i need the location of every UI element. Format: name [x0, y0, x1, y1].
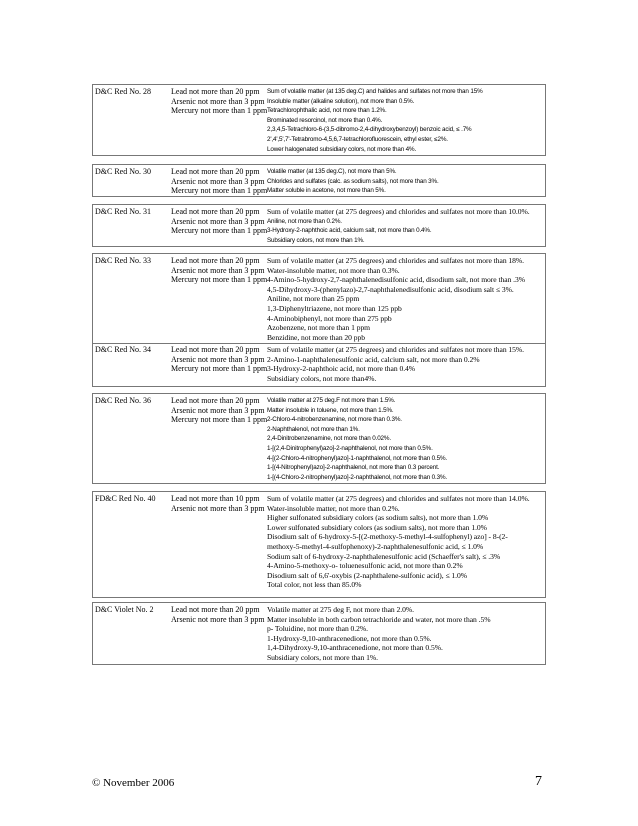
spec-line: Aniline, not more than 0.2%. [267, 217, 342, 225]
spec-line: 4,5-Dihydroxy-3-(phenylazo)-2,7-naphthalenedisulfonic acid, disodium salt ≤ 3%. [267, 284, 514, 294]
spec-list [267, 345, 524, 383]
metal-limits [171, 87, 267, 116]
arsenic-limit: Arsenic not more than 3 ppm [171, 503, 265, 513]
spec-line: 2,3,4,5-Tetrachloro-6-(3,5-dibromo-2,4-dihydroxybenzoyl) benzoic acid, ≤ .7% [267, 126, 472, 134]
spec-line: Disodium salt of 6-hydroxy-5-[(2-methoxy-5-methyl-4-sulfophenyl) azo] - 8-(2- [267, 532, 508, 542]
color-name: D&C Red No. 33 [95, 256, 151, 265]
spec-list [267, 605, 491, 663]
spec-line: Sum of volatile matter (at 275 degrees) and chlorides and sulfates not more than 10.0%. [267, 207, 530, 216]
spec-line: Matter insoluble in both carbon tetrachloride and water, not more than .5% [267, 614, 491, 624]
entry-red-28 [92, 84, 546, 156]
metal-limits [171, 256, 267, 285]
entry-red-31 [92, 204, 546, 247]
metal-limits [171, 207, 267, 236]
color-name: D&C Red No. 28 [95, 87, 151, 96]
spec-line: Matter soluble in acetone, not more than 5%. [267, 187, 386, 195]
arsenic-limit: Arsenic not more than 3 ppm [171, 614, 265, 624]
arsenic-limit: Arsenic not more than 3 ppm [171, 96, 265, 106]
entry-violet-2 [92, 602, 546, 665]
spec-line: Total color, not less than 85.0% [267, 580, 362, 590]
color-name: D&C Red No. 36 [95, 396, 151, 405]
spec-line: Water-insoluble matter, not more than 0.3%. [267, 265, 400, 275]
spec-line: 1-[(4-Nitrophenyl)azo]-2-naphthalenol, not more than 0.3 percent. [267, 464, 440, 472]
arsenic-limit: Arsenic not more than 3 ppm [171, 354, 265, 364]
spec-line: Sum of volatile matter (at 275 degrees) and chlorides and sulfates not more than 15%. [267, 345, 525, 354]
color-name: D&C Red No. 30 [95, 167, 151, 176]
spec-line: 2,4-Dinitrobenzenamine, not more than 0.02%. [267, 435, 391, 443]
spec-line: Volatile matter (at 135 deg.C), not more than 5%. [267, 168, 397, 175]
spec-line: Higher sulfonated subsidiary colors (as sodium salts), not more than 1.0% [267, 513, 489, 523]
spec-line: 4-Amino-5-hydroxy-2,7-naphthalenedisulfonic acid, disodium salt, not more than .3% [267, 275, 526, 285]
spec-line: Subsidiary colors, not more than 1%. [267, 652, 379, 662]
lead-limit: Lead not more than 20 ppm [171, 256, 260, 265]
spec-line: Insoluble matter (alkaline solution), not more than 0.5%. [267, 97, 415, 105]
spec-list [267, 494, 530, 590]
spec-list [267, 396, 447, 482]
page-number: 7 [535, 774, 542, 789]
entry-red-34 [93, 343, 545, 388]
mercury-limit: Mercury not more than 1 ppm [171, 186, 268, 196]
mercury-limit: Mercury not more than 1 ppm [171, 275, 268, 285]
spec-line: Azobenzene, not more than 1 ppm [267, 323, 371, 333]
entry-red-33-34 [92, 253, 546, 387]
arsenic-limit: Arsenic not more than 3 ppm [171, 216, 265, 226]
spec-line: Volatile matter at 275 deg.F not more than 1.5%. [267, 397, 396, 404]
spec-line: Lower sulfonated subsidiary colors (as sodium salts), not more than 1.0% [267, 522, 487, 532]
spec-list [267, 207, 530, 245]
arsenic-limit: Arsenic not more than 3 ppm [171, 176, 265, 186]
spec-line: 3-Hydroxy-2-naphthoic acid, calcium salt, not more than 0.4%. [267, 227, 432, 235]
spec-line: Sum of volatile matter (at 135 deg.C) and halides and sulfates not more than 15% [267, 88, 483, 95]
mercury-limit: Mercury not more than 1 ppm [171, 415, 268, 425]
spec-list [267, 87, 483, 154]
color-name: D&C Red No. 31 [95, 207, 151, 216]
spec-line: 2-Amino-1-naphthalenesulfonic acid, calcium salt, not more than 0.2% [267, 354, 480, 364]
footer-copyright: © November 2006 [92, 777, 175, 789]
lead-limit: Lead not more than 20 ppm [171, 345, 260, 354]
spec-line: 1,4-Dihydroxy-9,10-anthracenedione, not more than 0.5%. [267, 643, 443, 653]
spec-line: Lower halogenated subsidiary colors, not more than 4%. [267, 145, 417, 153]
spec-line: Subsidiary colors, not more than 1%. [267, 236, 365, 244]
metal-limits [171, 396, 267, 425]
mercury-limit: Mercury not more than 1 ppm [171, 364, 268, 374]
spec-line: 2',4',5',7'-Tetrabromo-4,5,6,7-tetrachlorofluorescein, ethyl ester, ≤2%. [267, 135, 448, 143]
spec-line: Disodium salt of 6,6'-oxybis (2-naphthalene-sulfonic acid), ≤ 1.0% [267, 570, 468, 580]
spec-line: p- Toluidine, not more than 0.2%. [267, 624, 369, 634]
spec-line: 1-[(4-Chloro-2-nitrophenyl)azo]-2-naphthalenol, not more than 0.3%. [267, 473, 448, 481]
spec-line: Volatile matter at 275 deg F, not more than 2.0%. [267, 605, 414, 614]
color-name: D&C Violet No. 2 [95, 605, 154, 614]
spec-list [267, 256, 525, 342]
spec-list [267, 167, 439, 196]
lead-limit: Lead not more than 20 ppm [171, 396, 260, 405]
metal-limits [171, 167, 267, 196]
metal-limits [171, 345, 267, 374]
mercury-limit: Mercury not more than 1 ppm [171, 226, 268, 236]
entry-red-36 [92, 393, 546, 484]
lead-limit: Lead not more than 20 ppm [171, 207, 260, 216]
spec-line: Matter insoluble in toluene, not more than 1.5%. [267, 406, 394, 414]
entry-red-40 [92, 491, 546, 598]
color-name: FD&C Red No. 40 [95, 494, 156, 503]
spec-line: Sum of volatile matter (at 275 degrees) and chlorides and sulfates not more than 14.0%. [267, 494, 530, 503]
row-divider [93, 343, 545, 344]
spec-line: Tetrachlorophthalic acid, not more than 1.2%. [267, 107, 387, 115]
lead-limit: Lead not more than 20 ppm [171, 87, 260, 96]
metal-limits [171, 494, 265, 513]
spec-line: Brominated resorcinol, not more than 0.4%. [267, 116, 383, 124]
spec-line: methoxy-5-methyl-4-sulfophenoxy)-2-naphthalenesulfonic acid, ≤ 1.0% [267, 541, 484, 551]
spec-line: 3-Hydroxy-2-naphthoic acid, not more than 0.4% [267, 364, 416, 374]
mercury-limit: Mercury not more than 1 ppm [171, 106, 268, 116]
entry-red-30 [92, 164, 546, 197]
spec-line: 2-Chloro-4-nitrobenzenamine, not more than 0.3%. [267, 416, 402, 424]
spec-line: Chlorides and sulfates (calc. as sodium salts), not more than 3%. [267, 177, 439, 185]
spec-line: 4-[(2-Chloro-4-nitrophenyl)azo]-1-naphthalenol, not more than 0.5%. [267, 454, 448, 462]
arsenic-limit: Arsenic not more than 3 ppm [171, 405, 265, 415]
spec-line: Sodium salt of 6-hydroxy-2-naphthalenesulfonic acid (Schaeffer's salt), ≤ .3% [267, 551, 501, 561]
spec-line: Aniline, not more than 25 ppm [267, 294, 360, 304]
spec-line: Sum of volatile matter (at 275 degrees) and chlorides and sulfates not more than 18%. [267, 256, 525, 265]
color-name: D&C Red No. 34 [95, 345, 151, 354]
lead-limit: Lead not more than 20 ppm [171, 167, 260, 176]
spec-line: 4-Amino-5-methoxy-o- toluenesulfonic acid, not more than 0.2% [267, 561, 463, 571]
arsenic-limit: Arsenic not more than 3 ppm [171, 265, 265, 275]
spec-line: 1,3-Diphenyltriazene, not more than 125 ppb [267, 303, 402, 313]
lead-limit: Lead not more than 10 ppm [171, 494, 260, 503]
spec-line: Benzidine, not more than 20 ppb [267, 332, 365, 342]
spec-line: Subsidiary colors, not more than4%. [267, 373, 377, 383]
spec-line: 1-Hydroxy-9,10-anthracenedione, not more than 0.5%. [267, 633, 432, 643]
spec-line: 1-[(2,4-Dinitrophenyl)azo]-2-naphthalenol, not more than 0.5%. [267, 444, 433, 452]
metal-limits [171, 605, 265, 624]
lead-limit: Lead not more than 20 ppm [171, 605, 260, 614]
spec-line: Water-insoluble matter, not more than 0.2%. [267, 503, 400, 513]
spec-line: 4-Aminobiphenyl, not more than 275 ppb [267, 313, 392, 323]
spec-line: 2-Naphthalenol, not more than 1%. [267, 425, 360, 433]
